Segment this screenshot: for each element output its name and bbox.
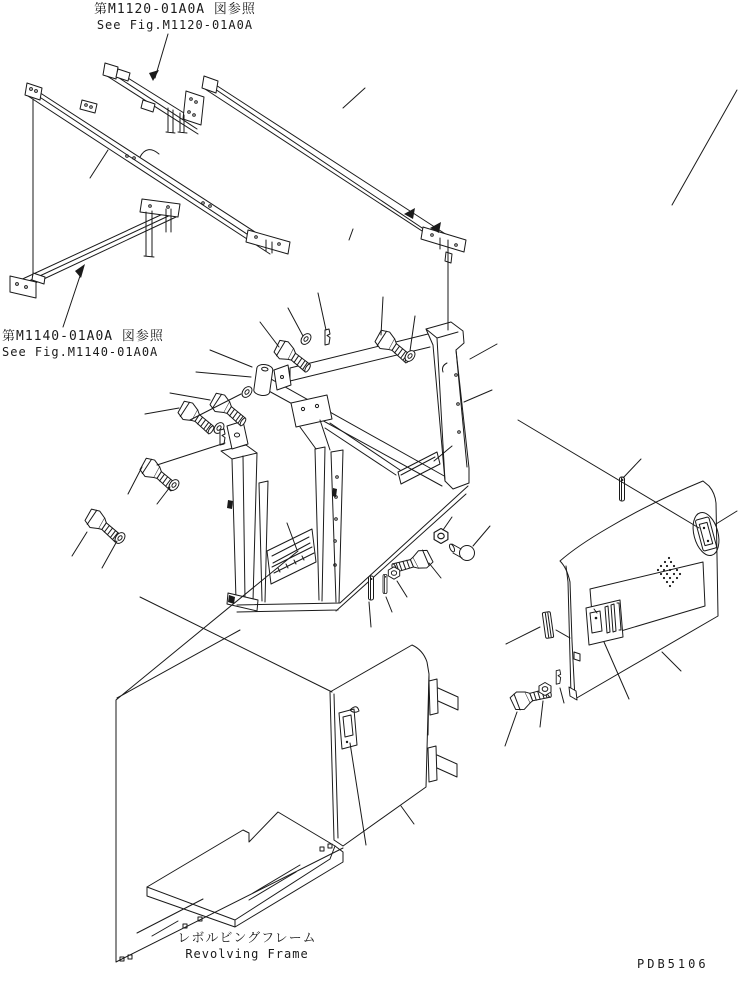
support-rail-1140 bbox=[10, 199, 180, 298]
nut bbox=[539, 683, 551, 696]
revolving-frame-outline bbox=[116, 551, 343, 962]
fig-ref-1120 bbox=[94, 2, 256, 32]
nut bbox=[388, 567, 399, 579]
washer bbox=[240, 385, 254, 400]
fig-ref-1140-jp: 第M1140-01A0A 図参照 bbox=[2, 329, 164, 344]
fig-ref-1120-en: See Fig.M1120-01A0A bbox=[96, 18, 254, 32]
door-latch-lower bbox=[586, 600, 623, 645]
clip bbox=[556, 670, 561, 684]
hinge-strip bbox=[542, 612, 554, 639]
mount-plate-b bbox=[227, 421, 248, 449]
fig-ref-1140 bbox=[2, 329, 164, 359]
doc-number: PDB5106 bbox=[637, 957, 709, 971]
fig-ref-1140-en: See Fig.M1140-01A0A bbox=[2, 345, 159, 359]
nut bbox=[434, 529, 448, 544]
revolving-frame-label bbox=[172, 931, 322, 961]
clip bbox=[220, 429, 225, 445]
revolving-frame-label-jp: レボルビングフレーム bbox=[177, 931, 317, 946]
fig-ref-1120-jp: 第M1120-01A0A 図参照 bbox=[94, 2, 256, 17]
arrow-1120 bbox=[149, 34, 168, 81]
side-cover-panel bbox=[330, 645, 458, 846]
door-panel bbox=[560, 481, 723, 700]
revolving-frame-label-en: Revolving Frame bbox=[185, 947, 309, 961]
round-head-bolt bbox=[448, 543, 474, 560]
washer bbox=[299, 332, 313, 347]
pin bbox=[369, 576, 374, 600]
clip bbox=[325, 329, 330, 345]
fasteners bbox=[83, 328, 625, 713]
deck-box bbox=[147, 812, 343, 927]
arrow-1140 bbox=[63, 264, 85, 327]
mount-plate-a bbox=[274, 365, 291, 390]
pin bbox=[383, 574, 387, 593]
